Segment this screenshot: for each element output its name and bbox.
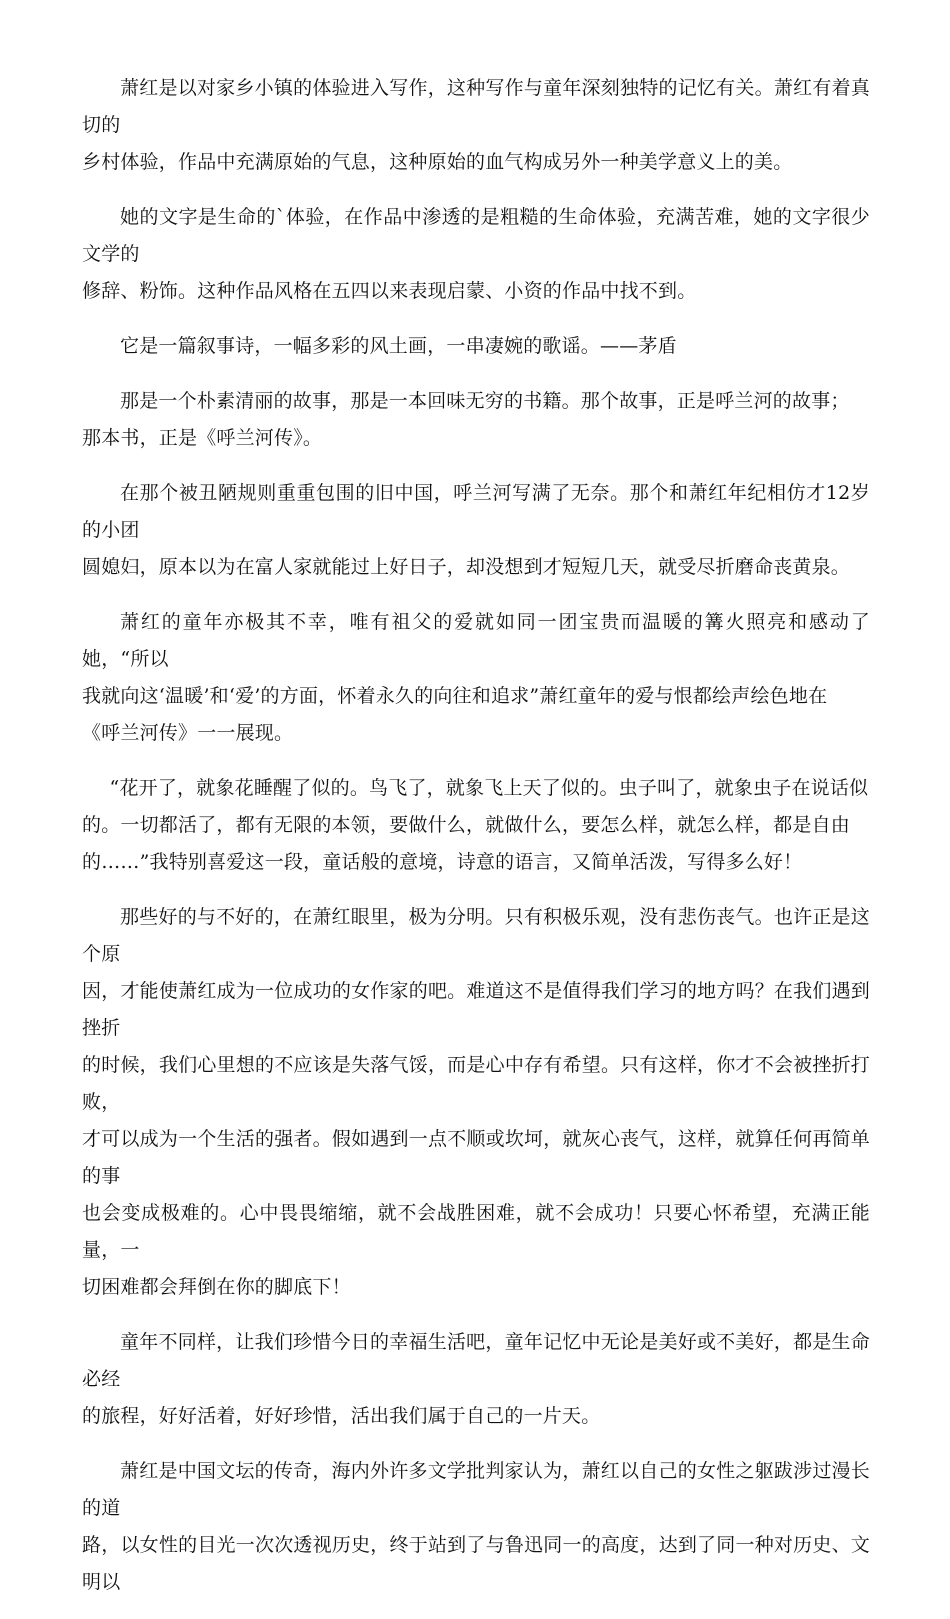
- paragraph-line: 乡村体验，作品中充满原始的气息，这种原始的血气构成另外一种美学意义上的美。: [82, 151, 793, 173]
- paragraph-10: [82, 1453, 870, 1601]
- paragraph-6: [82, 604, 870, 752]
- paragraph-line: 路，以女性的目光一次次透视历史，终于站到了与鲁迅同一的高度，达到了同一种对历史、文明以: [82, 1534, 870, 1593]
- paragraph-line: 在那个被丑陋规则重重包围的旧中国，呼兰河写满了无奈。那个和萧红年纪相仿才12岁的小团: [82, 482, 870, 541]
- paragraph-line: 切困难都会拜倒在你的脚底下！: [82, 1276, 351, 1298]
- paragraph-8: [82, 899, 870, 1306]
- paragraph-line: 也会变成极难的。心中畏畏缩缩，就不会战胜困难，就不会成功！只要心怀希望，充满正能量，一: [82, 1202, 870, 1261]
- paragraph-4: [82, 383, 870, 457]
- paragraph-line: 萧红是中国文坛的传奇，海内外许多文学批判家认为，萧红以自己的女性之躯跋涉过漫长的道: [82, 1460, 870, 1519]
- paragraph-line: 的。一切都活了，都有无限的本领，要做什么，就做什么，要怎么样，就怎么样，都是自由: [82, 814, 851, 836]
- paragraph-3-quote-maodun: [82, 328, 870, 365]
- paragraph-9: [82, 1324, 870, 1435]
- paragraph-line: “花开了，就象花睡醒了似的。鸟飞了，就象飞上天了似的。虫子叫了，就象虫子在说话似: [109, 777, 869, 799]
- paragraph-line: 的……”我特别喜爱这一段，童话般的意境，诗意的语言，又简单活泼，写得多么好！: [82, 851, 803, 873]
- paragraph-5: [82, 475, 870, 586]
- paragraph-line: 的时候，我们心里想的不应该是失落气馁，而是心中存有希望。只有这样，你才不会被挫折打败，: [82, 1054, 870, 1113]
- paragraph-line: 圆媳妇，原本以为在富人家就能过上好日子，却没想到才短短几天，就受尽折磨命丧黄泉。: [82, 556, 851, 578]
- paragraph-line: 那是一个朴素清丽的故事，那是一本回味无穷的书籍。那个故事，正是呼兰河的故事；: [120, 390, 850, 412]
- paragraph-line: 才可以成为一个生活的强者。假如遇到一点不顺或坎坷，就灰心丧气，这样，就算任何再简单的事: [82, 1128, 870, 1187]
- paragraph-line: 那些好的与不好的，在萧红眼里，极为分明。只有积极乐观，没有悲伤丧气。也许正是这个原: [82, 906, 870, 965]
- paragraph-line: 她的文字是生命的`体验，在作品中渗透的是粗糙的生命体验，充满苦难，她的文字很少文学的: [82, 206, 870, 265]
- paragraph-line: 修辞、粉饰。这种作品风格在五四以来表现启蒙、小资的作品中找不到。: [82, 280, 697, 302]
- paragraph-line: 那本书，正是《呼兰河传》。: [82, 427, 323, 449]
- paragraph-line: 《呼兰河传》一一展现。: [82, 722, 294, 744]
- paragraph-2: [82, 199, 870, 310]
- paragraph-7-quote: [82, 770, 870, 881]
- paragraph-line: 萧红是以对家乡小镇的体验进入写作，这种写作与童年深刻独特的记忆有关。萧红有着真切的: [82, 77, 870, 136]
- paragraph-1: [82, 70, 870, 181]
- paragraph-line: 的旅程，好好活着，好好珍惜，活出我们属于自己的一片天。: [82, 1405, 601, 1427]
- paragraph-line: 我就向这‘温暖’和‘爱’的方面，怀着永久的向往和追求”萧红童年的爱与恨都绘声绘色地在: [82, 685, 828, 707]
- paragraph-line: 因，才能使萧红成为一位成功的女作家的吧。难道这不是值得我们学习的地方吗？在我们遇到挫折: [82, 980, 870, 1039]
- document-page: [82, 70, 870, 1619]
- paragraph-line: 它是一篇叙事诗，一幅多彩的风土画，一串凄婉的歌谣。——茅盾: [120, 335, 677, 357]
- paragraph-line: 童年不同样，让我们珍惜今日的幸福生活吧，童年记忆中无论是美好或不美好，都是生命必经: [82, 1331, 870, 1390]
- paragraph-line: 萧红的童年亦极其不幸，唯有祖父的爱就如同一团宝贵而温暖的篝火照亮和感动了她，“所以: [82, 611, 870, 670]
